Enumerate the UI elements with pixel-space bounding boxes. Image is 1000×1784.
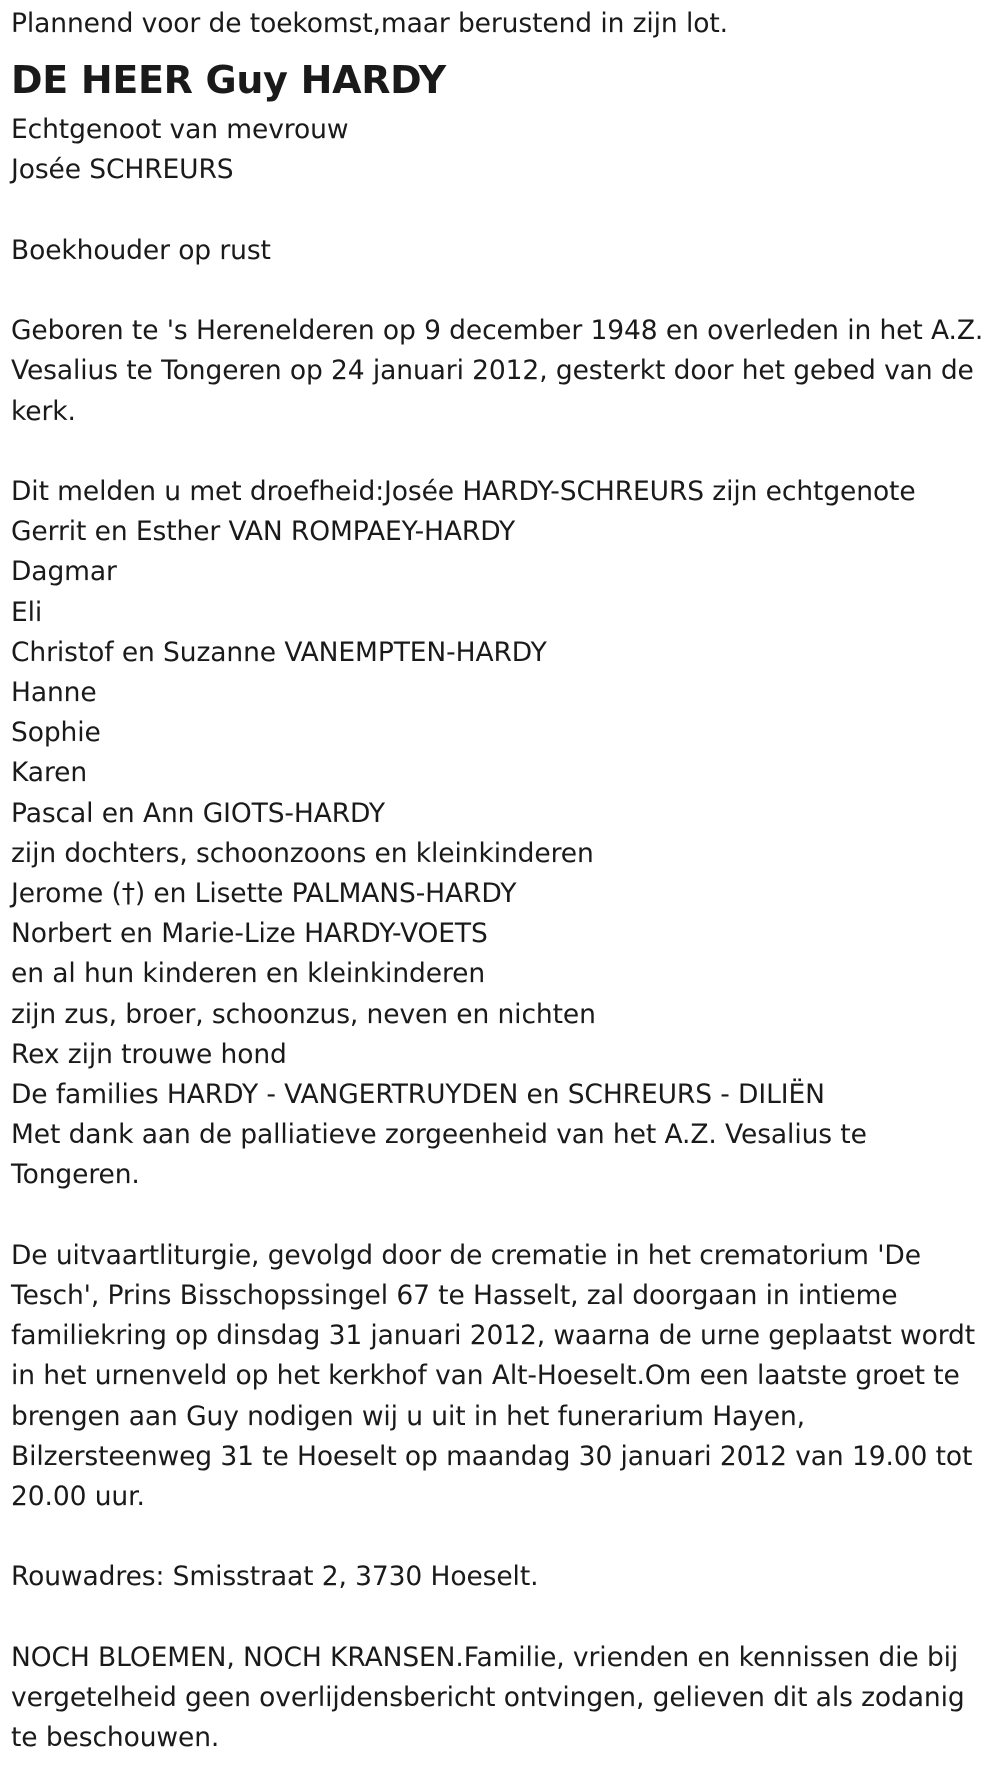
paragraph-line: in het urnenveld op het kerkhof van Alt-Hoeselt.Om een laatste groet te (11, 1360, 960, 1392)
mourner-line: Eli (11, 596, 43, 628)
paragraph-line: Tesch', Prins Bisschopssingel 67 te Hasselt, zal doorgaan in intieme (11, 1280, 898, 1312)
spacer (11, 432, 995, 472)
profession: Boekhouder op rust (11, 234, 271, 266)
obituary-notice (11, 4, 995, 1758)
paragraph-line: Bilzersteenweg 31 te Hoeselt op maandag 30 januari 2012 van 19.00 tot (11, 1440, 973, 1472)
mourner-line: Christof en Suzanne VANEMPTEN-HARDY (11, 636, 547, 668)
mourner-line: Karen (11, 757, 88, 789)
paragraph-line: Vesalius te Tongeren op 24 januari 2012, gesterkt door het gebed van de (11, 355, 974, 387)
paragraph-line: vergetelheid geen overlijdensbericht ontvingen, gelieven dit als zodanig (11, 1682, 965, 1714)
paragraph-line: De uitvaartliturgie, gevolgd door de crematie in het crematorium 'De (11, 1239, 921, 1271)
mourner-line: Norbert en Marie-Lize HARDY-VOETS (11, 918, 488, 950)
deceased-name-title: DE HEER Guy HARDY (11, 58, 446, 103)
paragraph-line: Geboren te 's Herenelderen op 9 december 1948 en overleden in het A.Z. (11, 315, 984, 347)
mourner-line: Sophie (11, 717, 101, 749)
paragraph-line: 20.00 uur. (11, 1481, 145, 1513)
mourner-line: Rex zijn trouwe hond (11, 1038, 287, 1070)
spacer (11, 1517, 995, 1557)
spacer (11, 191, 995, 231)
funeral-paragraph (11, 1236, 995, 1517)
spacer (11, 1196, 995, 1236)
spouse-name: Josée SCHREURS (11, 154, 234, 186)
mourner-line: Pascal en Ann GIOTS-HARDY (11, 797, 385, 829)
mourner-line: Dagmar (11, 556, 117, 588)
paragraph-line: NOCH BLOEMEN, NOCH KRANSEN.Familie, vrienden en kennissen die bij (11, 1641, 959, 1673)
paragraph-line: te beschouwen. (11, 1722, 220, 1754)
mourner-line: Gerrit en Esther VAN ROMPAEY-HARDY (11, 516, 516, 548)
mourner-line: De families HARDY - VANGERTRUYDEN en SCHREURS - DILIËN (11, 1079, 825, 1111)
mourner-line: zijn zus, broer, schoonzus, neven en nichten (11, 998, 596, 1030)
mourner-line: Met dank aan de palliatieve zorgeenheid van het A.Z. Vesalius te (11, 1119, 867, 1151)
mourner-line: en al hun kinderen en kleinkinderen (11, 958, 486, 990)
spacer (11, 271, 995, 311)
mourner-line: zijn dochters, schoonzoons en kleinkinderen (11, 837, 594, 869)
mourners-list (11, 472, 995, 1196)
paragraph-line: brengen aan Guy nodigen wij u uit in het funerarium Hayen, (11, 1400, 805, 1432)
birth-death-paragraph (11, 311, 995, 432)
paragraph-line: kerk. (11, 395, 76, 427)
spouse-line: Echtgenoot van mevrouw (11, 114, 349, 146)
closing-paragraph (11, 1638, 995, 1759)
mourner-line: Dit melden u met droefheid:Josée HARDY-SCHREURS zijn echtgenote (11, 475, 916, 507)
mourner-line: Tongeren. (11, 1159, 140, 1191)
mourner-line: Jerome (†) en Lisette PALMANS-HARDY (11, 878, 517, 910)
motto: Plannend voor de toekomst,maar berustend in zijn lot. (11, 8, 728, 39)
spacer (11, 1598, 995, 1638)
paragraph-line: familiekring op dinsdag 31 januari 2012, waarna de urne geplaatst wordt (11, 1320, 976, 1352)
mourner-line: Hanne (11, 677, 97, 708)
mourning-address: Rouwadres: Smisstraat 2, 3730 Hoeselt. (11, 1561, 539, 1593)
